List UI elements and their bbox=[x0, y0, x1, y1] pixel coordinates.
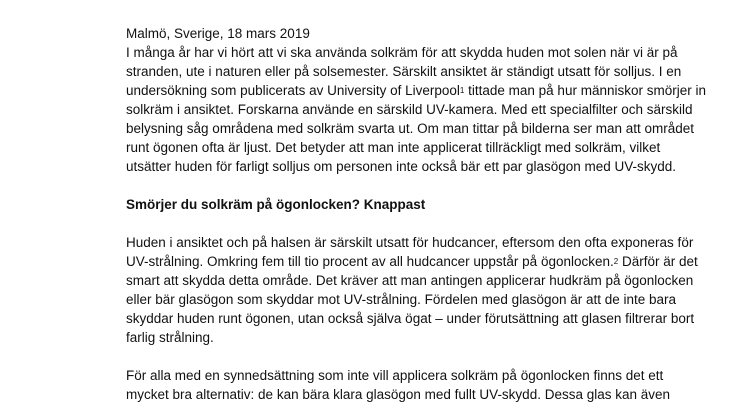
paragraph-line: utsätter huden för farligt solljus om personen inte också bär ett par glasögon med UV-skydd. bbox=[126, 159, 677, 174]
paragraph-line-text: UV-strålning. Omkring fem till tio procent av all hudcancer uppstår på ögonlocken. bbox=[126, 254, 614, 269]
paragraph-line: farlig strålning. bbox=[126, 330, 214, 345]
paragraph-line-text: Därför är det bbox=[618, 254, 698, 269]
paragraph-line: För alla med en synnedsättning som inte vill applicera solkräm på ögonlocken finns det ett bbox=[126, 368, 664, 383]
section-heading: Smörjer du solkräm på ögonlocken? Knappast bbox=[126, 197, 426, 212]
paragraph-line: mycket bra alternativ: de kan bära klara glasögon med fullt UV-skydd. Dessa glas kan även bbox=[126, 387, 671, 402]
paragraph-line: skyddar huden runt ögonen, utan också själva ögat – under förutsättning att glasen filtrerar bort bbox=[126, 311, 695, 326]
dateline: Malmö, Sverige, 18 mars 2019 bbox=[126, 26, 310, 41]
footnote-marker: 2 bbox=[613, 257, 619, 266]
paragraph-line: belysning såg områdena med solkräm svarta ut. Om man tittar på bilderna ser man att området bbox=[126, 121, 695, 136]
paragraph-line: solkräm i ansiktet. Forskarna använde en särskild UV-kamera. Med ett specialfilter och särskild bbox=[126, 102, 693, 117]
paragraph-line: Huden i ansiktet och på halsen är särskilt utsatt för hudcancer, eftersom den ofta exponeras för bbox=[126, 235, 694, 250]
paragraph-line-text: tittade man på hur människor smörjer in bbox=[464, 83, 706, 98]
paragraph-line: stranden, ute i naturen eller på solsemester. Särskilt ansiktet är ständigt utsatt för solljus. I en bbox=[126, 64, 682, 79]
footnote-marker: 1 bbox=[459, 86, 465, 95]
paragraph-line bbox=[126, 252, 698, 272]
paragraph-line: eller bär glasögon som skyddar mot UV-strålning. Fördelen med glasögon är att de inte bara bbox=[126, 292, 677, 307]
paragraph-line: I många år har vi hört att vi ska använda solkräm för att skydda huden mot solen när vi är på bbox=[126, 45, 678, 60]
paragraph-line: smart att skydda detta område. Det kräver att man antingen applicerar hudkräm på ögonlocken bbox=[126, 273, 694, 288]
paragraph-line-text: undersökning som publicerats av University of Liverpool bbox=[126, 83, 460, 98]
paragraph-line: runt ögonen ofta är ljust. Det betyder att man inte applicerat tillräckligt med solkräm, vilket bbox=[126, 140, 661, 155]
paragraph-line bbox=[126, 81, 706, 101]
